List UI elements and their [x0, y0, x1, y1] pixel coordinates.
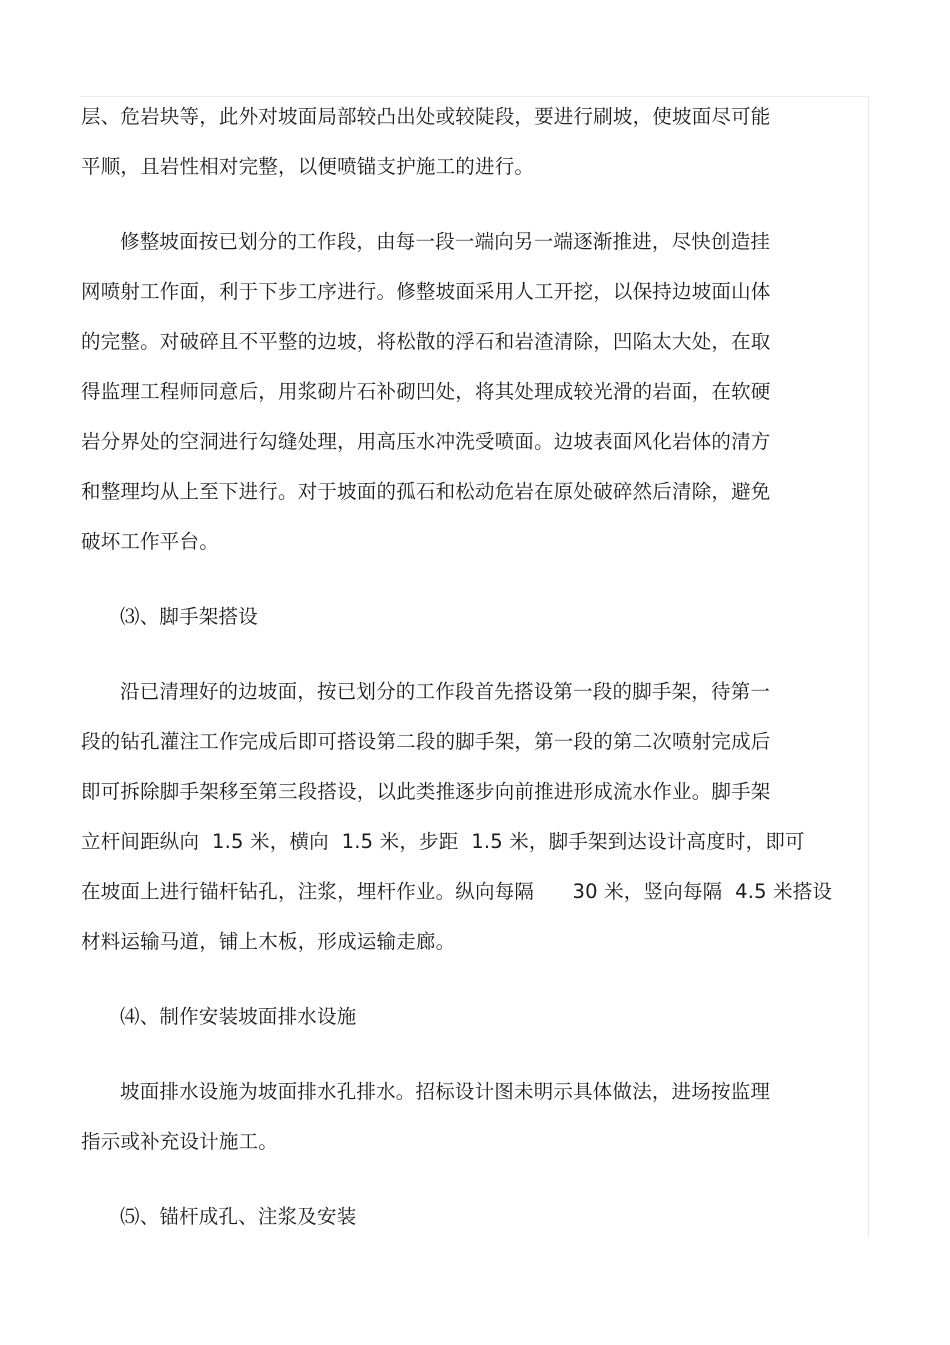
paragraph-line: 平顺，且岩性相对完整，以便喷锚支护施工的进行。	[81, 155, 535, 178]
section-heading: ⑸、锚杆成孔、注浆及安装	[120, 1205, 357, 1228]
section-heading: ⑷、制作安装坡面排水设施	[120, 1005, 357, 1028]
paragraph-line: 层、危岩块等，此外对坡面局部较凸出处或较陡段，要进行刷坡，使坡面尽可能	[81, 105, 771, 128]
paragraph-line: 得监理工程师同意后，用浆砌片石补砌凹处，将其处理成较光滑的岩面，在软硬	[81, 380, 771, 403]
paragraph-line: 沿已清理好的边坡面，按已划分的工作段首先搭设第一段的脚手架，待第一	[120, 680, 771, 703]
paragraph-line: 修整坡面按已划分的工作段，由每一段一端向另一端逐渐推进，尽快创造挂	[120, 230, 771, 253]
paragraph-line: 在坡面上进行锚杆钻孔，注浆，埋杆作业。纵向每隔 30 米，竖向每隔 4.5 米搭设	[81, 880, 833, 903]
paragraph-line: 的完整。对破碎且不平整的边坡，将松散的浮石和岩渣清除，凹陷太大处，在取	[81, 330, 771, 353]
paragraph-line: 段的钻孔灌注工作完成后即可搭设第二段的脚手架，第一段的第二次喷射完成后	[81, 730, 771, 753]
paragraph-line: 指示或补充设计施工。	[81, 1130, 279, 1153]
paragraph-line: 坡面排水设施为坡面排水孔排水。招标设计图未明示具体做法，进场按监理	[120, 1080, 771, 1103]
section-heading: ⑶、脚手架搭设	[120, 605, 258, 628]
paragraph-line: 岩分界处的空洞进行勾缝处理，用高压水冲洗受喷面。边坡表面风化岩体的清方	[81, 430, 771, 453]
paragraph-line: 即可拆除脚手架移至第三段搭设，以此类推逐步向前推进形成流水作业。脚手架	[81, 780, 771, 803]
paragraph-line: 破坏工作平台。	[81, 530, 219, 553]
paragraph-line: 材料运输马道，铺上木板，形成运输走廊。	[81, 930, 456, 953]
paragraph-line: 网喷射工作面，利于下步工序进行。修整坡面采用人工开挖，以保持边坡面山体	[81, 280, 771, 303]
paragraph-line: 和整理均从上至下进行。对于坡面的孤石和松动危岩在原处破碎然后清除，避免	[81, 480, 771, 503]
paragraph-line: 立杆间距纵向 1.5 米，横向 1.5 米，步距 1.5 米，脚手架到达设计高度时，即可	[81, 830, 805, 853]
page-frame	[80, 96, 869, 1236]
